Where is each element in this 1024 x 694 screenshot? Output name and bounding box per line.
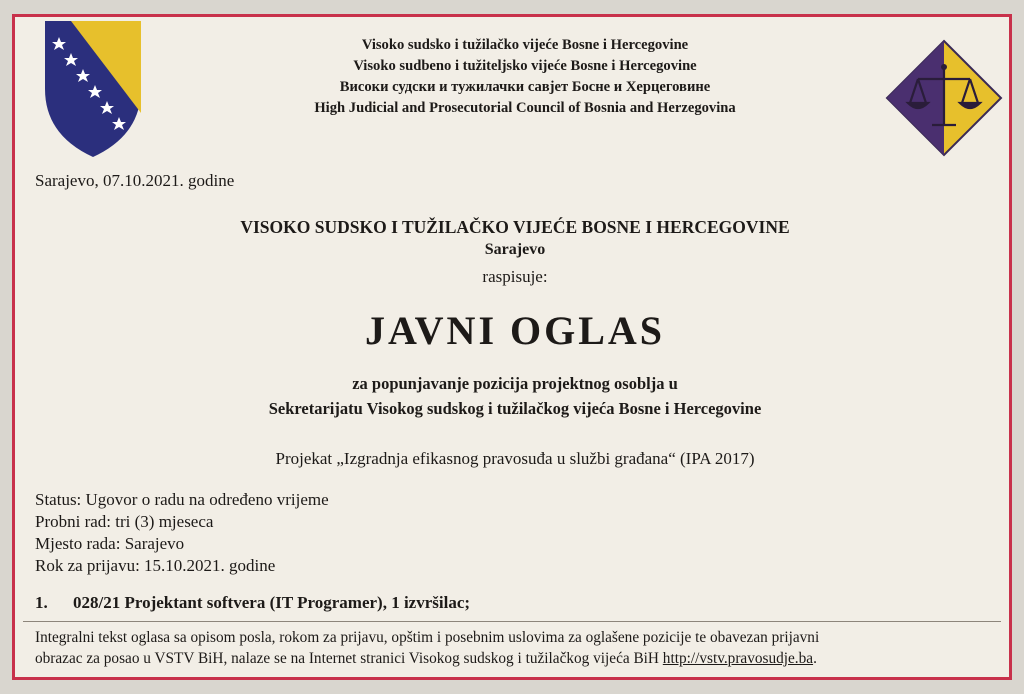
organization-name: VISOKO SUDSKO I TUŽILAČKO VIJEĆE BOSNE I HERCEGOVINE: [240, 217, 790, 237]
page-title: JAVNI OGLAS: [364, 308, 666, 353]
project-name: Projekat „Izgradnja efikasnog pravosuđa u službi građana“ (IPA 2017): [275, 449, 755, 468]
announces-text: raspisuje:: [482, 267, 548, 286]
job-details: [35, 489, 329, 577]
detail-location: Mjesto rada: Sarajevo: [35, 534, 185, 553]
position-title: 028/21 Projektant softvera (IT Programer), 1 izvršilac;: [73, 593, 471, 612]
institution-name-bs: Visoko sudsko i tužilačko vijeće Bosne i Hercegovine: [361, 37, 689, 53]
detail-status: Status: Ugovor o radu na određeno vrijeme: [35, 490, 329, 509]
organization-city: Sarajevo: [484, 241, 546, 258]
bih-coat-of-arms-icon: [37, 17, 149, 159]
scales-of-justice-emblem-icon: [885, 39, 1003, 157]
job-advertisement: [12, 14, 1012, 680]
position-number: 1.: [35, 593, 48, 612]
detail-probation: Probni rad: tri (3) mjeseca: [35, 512, 214, 531]
full-text-line-body: obrazac za posao u VSTV BiH, nalaze se na Internet stranici Visokog sudskog i tužilačkog vijeća BiH: [35, 650, 659, 667]
institution-names: [165, 35, 885, 119]
detail-deadline: Rok za prijavu: 15.10.2021. godine: [35, 556, 276, 575]
position-item: [35, 593, 470, 613]
institution-name-sr: Високи судски и тужилачки савјет Босне и Херцеговине: [339, 79, 711, 95]
full-text-line: Integralni tekst oglasa sa opisom posla, rokom za prijavu, opštim i posebnim uslovima za oglašene pozicije te obavezan prijavni: [35, 629, 820, 646]
subtitle: [15, 371, 1015, 421]
date-line: Sarajevo, 07.10.2021. godine: [35, 171, 235, 190]
website-link[interactable]: http://vstv.pravosudje.ba: [662, 650, 814, 667]
subtitle-line: Sekretarijatu Visokog sudskog i tužilačkog vijeća Bosne i Hercegovine: [268, 399, 762, 418]
institution-name-hr: Visoko sudbeno i tužiteljsko vijeće Bosne i Hercegovine: [353, 58, 697, 74]
divider: [23, 621, 1001, 622]
subtitle-line: za popunjavanje pozicija projektnog osoblja u: [352, 374, 678, 393]
full-text-line: obrazac za posao u VSTV BiH, nalaze se na Internet stranici Visokog sudskog i tužilačkog vijeća BiH http://vstv.pravosudje.ba.: [35, 650, 817, 667]
full-text-notice: [35, 627, 1005, 669]
institution-name-en: High Judicial and Prosecutorial Council of Bosnia and Herzegovina: [314, 100, 736, 116]
